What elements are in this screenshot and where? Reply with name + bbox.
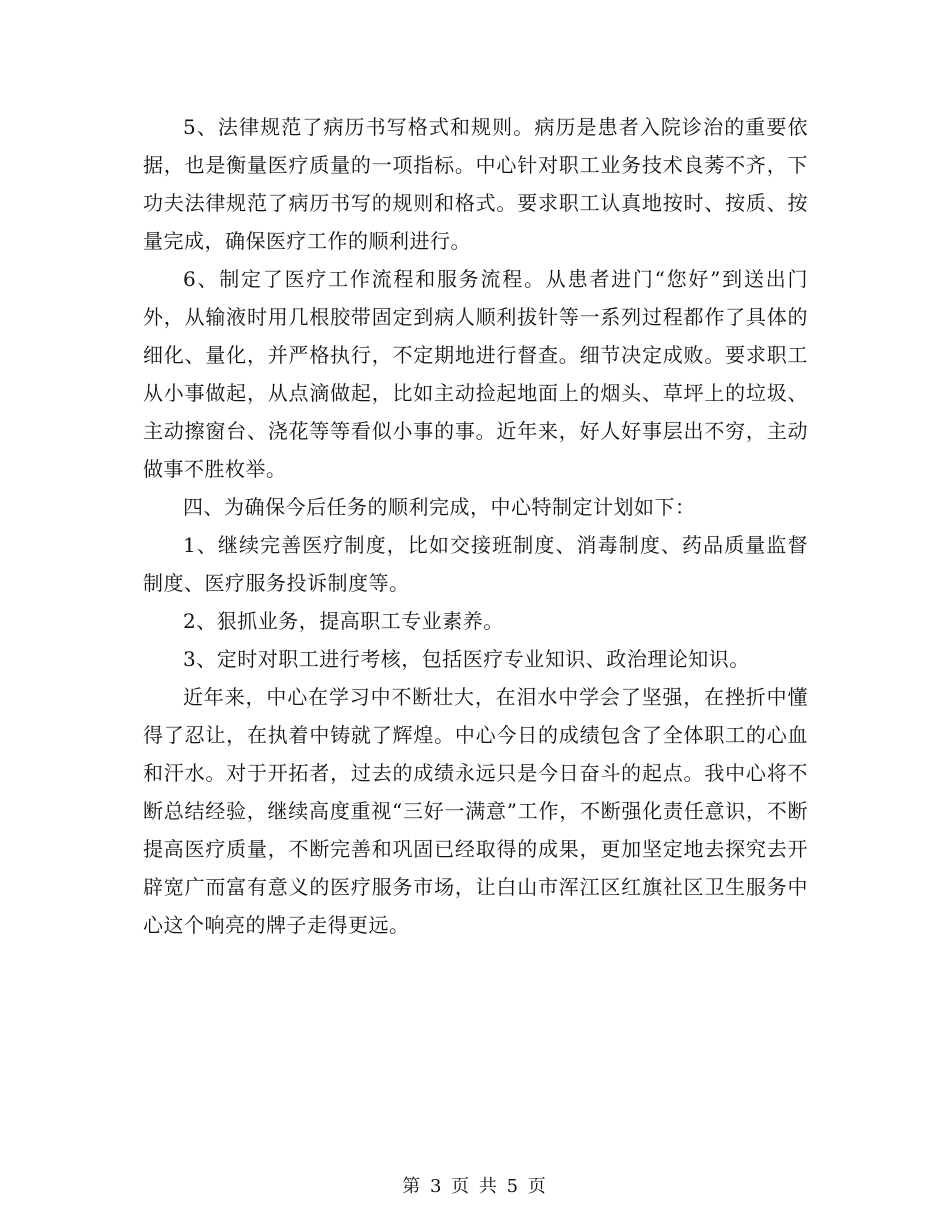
paragraph-item-6-workflow: 6、制定了医疗工作流程和服务流程。从患者进门“您好”到送出门外，从输液时用几根胶带固定到病人顺利拔针等一系列过程都作了具体的细化、量化，并严格执行，不定期地进行督查。细节决定成败。要求职工从小事做起，从点滴做起，比如主动捡起地面上的烟头、草坪上的垃圾、主动擦窗台、浇花等等看似小事的事。近年来，好人好事层出不穷，主动做事不胜枚举。	[143, 267, 808, 481]
plan-item-3: 3、定时对职工进行考核，包括医疗专业知识、政治理论知识。	[183, 647, 750, 671]
plan-item-2: 2、狠抓业务，提高职工专业素养。	[183, 609, 504, 633]
closing-paragraph: 近年来，中心在学习中不断壮大，在泪水中学会了坚强，在挫折中懂得了忍让，在执着中铸就了辉煌。中心今日的成绩包含了全体职工的心血和汗水。对于开拓者，过去的成绩永远只是今日奋斗的起点。我中心将不断总结经验，继续高度重视“三好一满意”工作，不断强化责任意识，不断提高医疗质量，不断完善和巩固已经取得的成果，更加坚定地去探究去开辟宽广而富有意义的医疗服务市场，让白山市浑江区红旗社区卫生服务中心这个响亮的牌子走得更远。	[143, 685, 808, 937]
section-heading-plan: 四、为确保今后任务的顺利完成，中心特制定计划如下：	[183, 495, 696, 519]
plan-item-1: 1、继续完善医疗制度，比如交接班制度、消毒制度、药品质量监督制度、医疗服务投诉制度等。	[143, 533, 808, 595]
paragraph-item-5-medical-records: 5、法律规范了病历书写格式和规则。病历是患者入院诊治的重要依据，也是衡量医疗质量的一项指标。中心针对职工业务技术良莠不齐，下功夫法律规范了病历书写的规则和格式。要求职工认真地按时、按质、按量完成，确保医疗工作的顺利进行。	[143, 115, 808, 253]
document-body	[143, 108, 808, 944]
page-number-footer: 第 3 页 共 5 页	[402, 1176, 548, 1197]
